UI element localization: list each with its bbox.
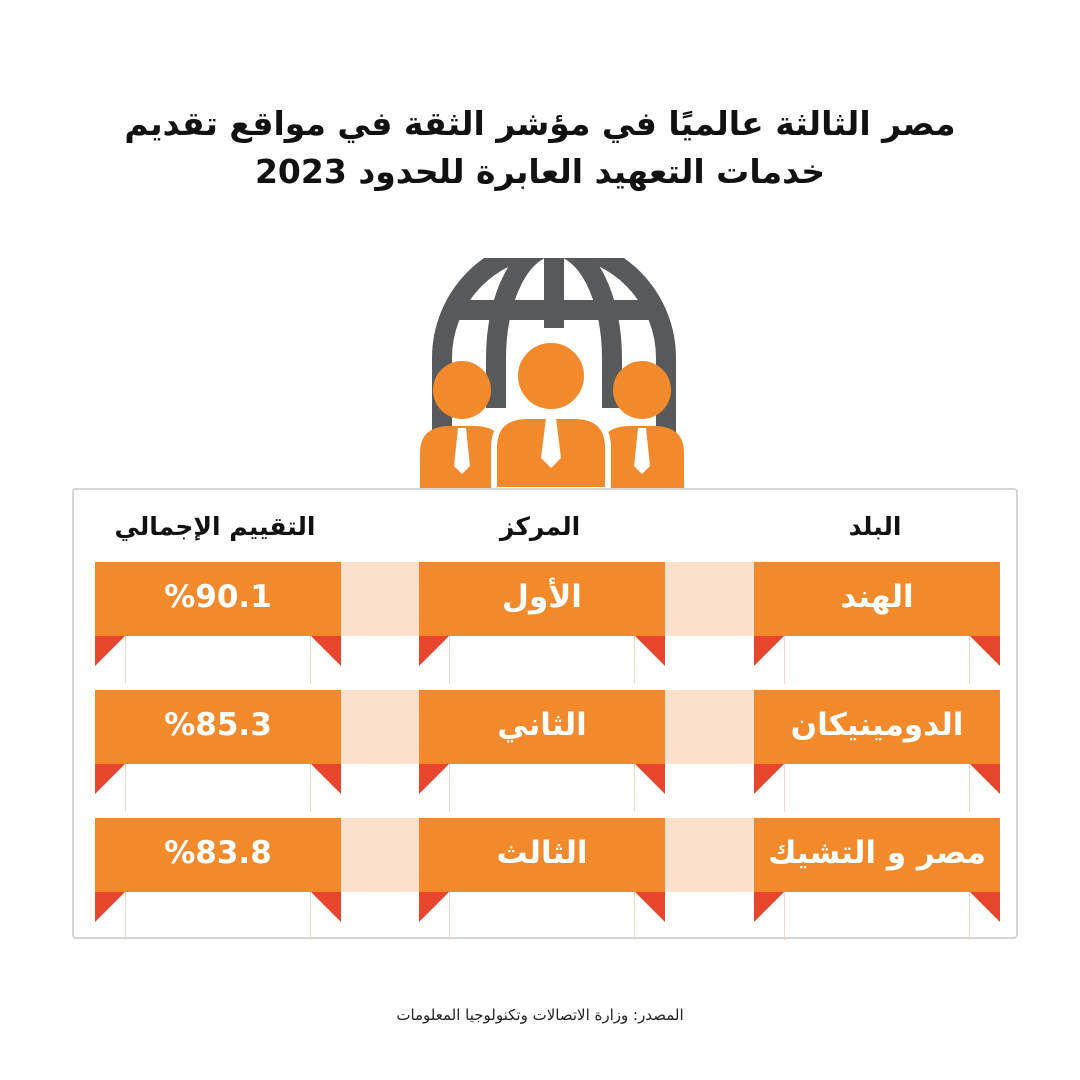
source-note: المصدر: وزارة الاتصالات وتكنولوجيا المعلومات	[396, 1006, 684, 1024]
country-ribbon	[754, 690, 1000, 800]
country-ribbon	[754, 562, 1000, 672]
country-ribbon	[754, 818, 1000, 928]
rank-ribbon	[419, 562, 665, 672]
score-ribbon	[95, 562, 341, 672]
table-row	[0, 818, 1080, 946]
score-ribbon	[95, 818, 341, 928]
header-country: البلد	[848, 512, 902, 541]
row-connector	[665, 562, 755, 636]
rank-value: الثاني	[497, 707, 587, 743]
header-rank: المركز	[499, 512, 581, 541]
score-value: %85.3	[164, 707, 272, 743]
country-name: مصر و التشيك	[768, 835, 986, 871]
table-row	[0, 562, 1080, 690]
rank-ribbon	[419, 818, 665, 928]
rank-value: الثالث	[496, 835, 588, 871]
title-line-2: خدمات التعهيد العابرة للحدود 2023	[254, 152, 826, 191]
row-connector	[340, 818, 420, 892]
row-connector	[340, 690, 420, 764]
rank-value: الأول	[502, 579, 582, 615]
score-value: %83.8	[164, 835, 272, 871]
score-value: %90.1	[164, 579, 272, 615]
title-line-1: مصر الثالثة عالميًا في مؤشر الثقة في مواقع تقديم	[124, 104, 956, 143]
row-connector	[665, 690, 755, 764]
globe-people-icon	[410, 258, 700, 490]
header-score: التقييم الإجمالي	[114, 512, 316, 541]
country-name: الهند	[840, 579, 914, 615]
rank-ribbon	[419, 690, 665, 800]
row-connector	[340, 562, 420, 636]
table-row	[0, 690, 1080, 818]
country-name: الدومينيكان	[790, 707, 964, 743]
score-ribbon	[95, 690, 341, 800]
row-connector	[665, 818, 755, 892]
